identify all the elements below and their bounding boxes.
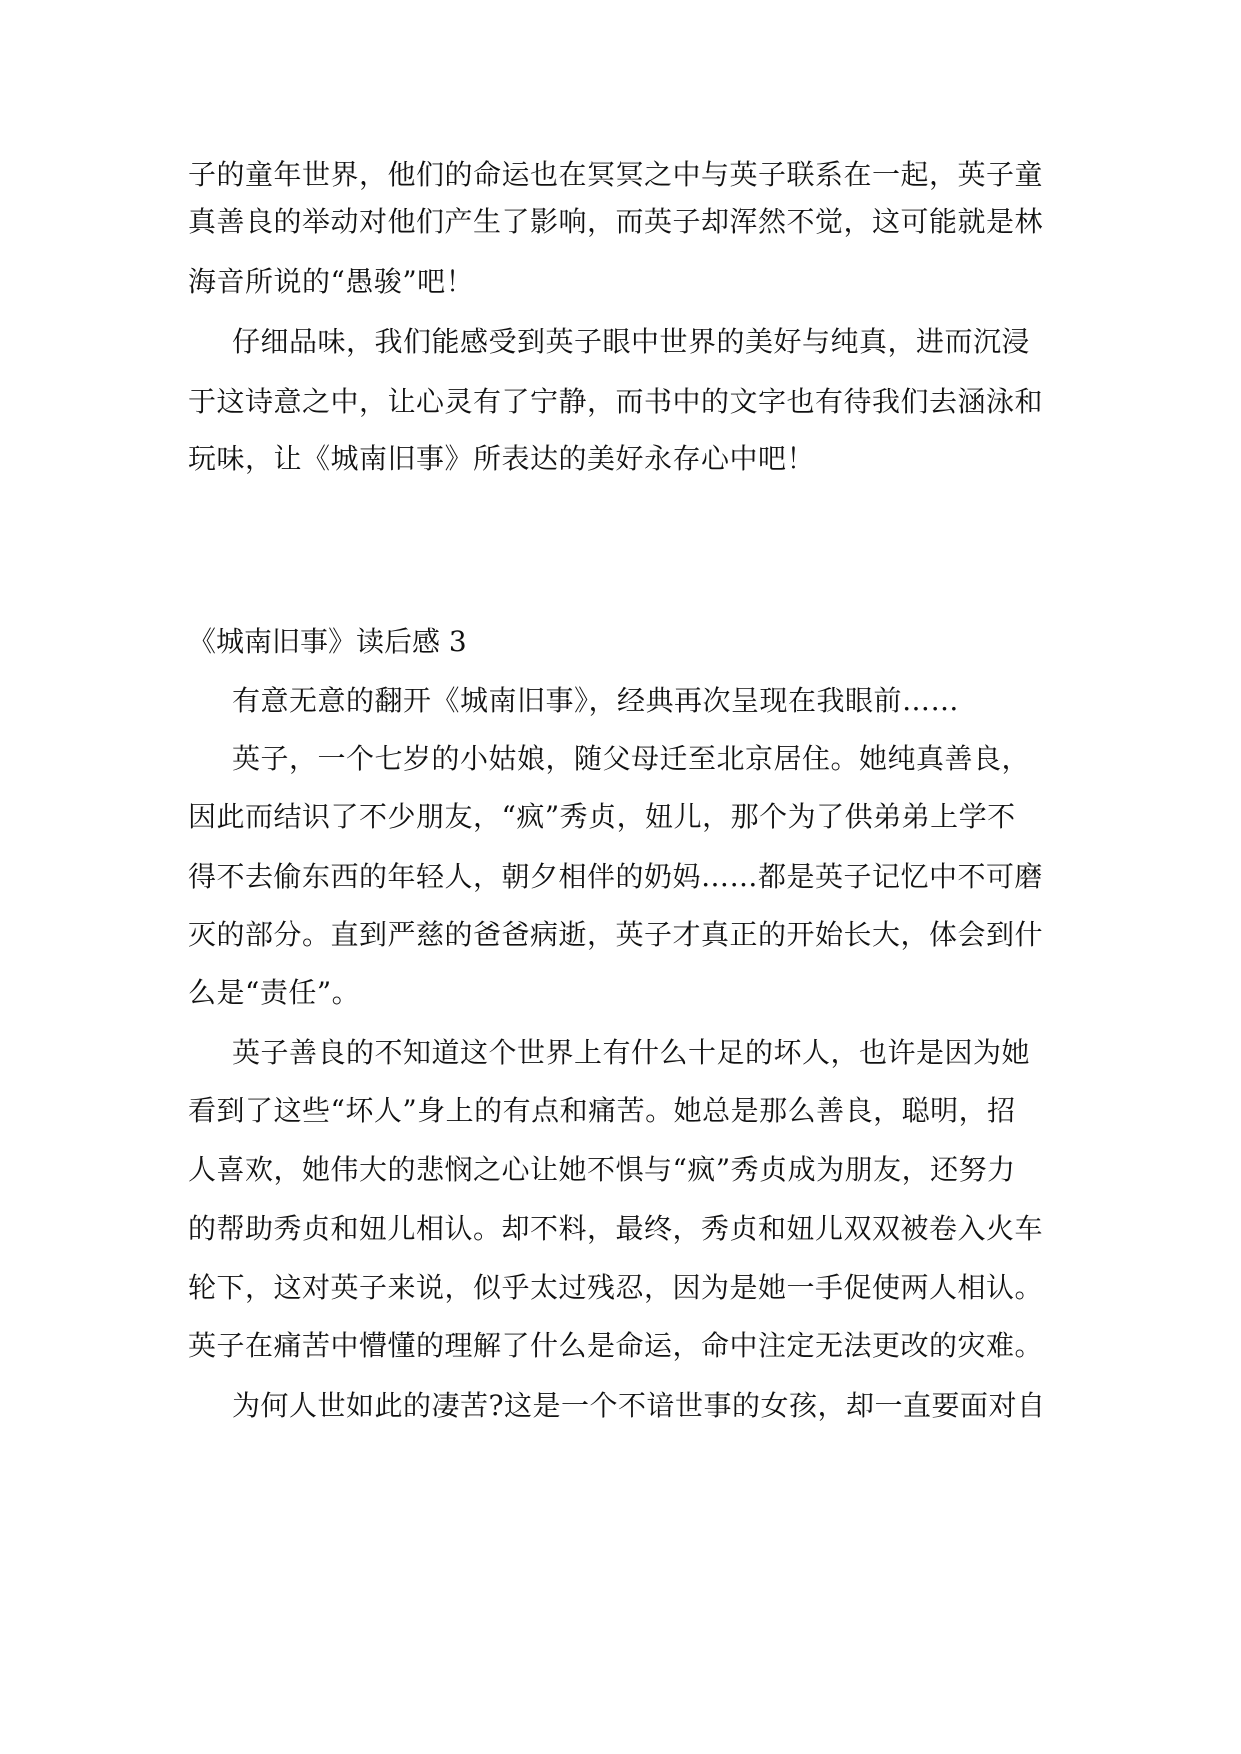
paragraph-line: 玩味，让《城南旧事》所表达的美好永存心中吧！ bbox=[188, 442, 816, 475]
section-title: 《城南旧事》读后感 3 bbox=[188, 625, 467, 658]
paragraph-line: 灭的部分。直到严慈的爸爸病逝，英子才真正的开始长大，体会到什 bbox=[188, 918, 1044, 951]
paragraph-line: 看到了这些“坏人”身上的有点和痛苦。她总是那么善良，聪明，招 bbox=[188, 1094, 1016, 1127]
paragraph-line: 英子在痛苦中懵懂的理解了什么是命运，命中注定无法更改的灾难。 bbox=[188, 1329, 1044, 1362]
paragraph-line: 仔细品味，我们能感受到英子眼中世界的美好与纯真，进而沉浸 bbox=[232, 325, 1031, 358]
paragraph-line: 于这诗意之中，让心灵有了宁静，而书中的文字也有待我们去涵泳和 bbox=[188, 385, 1044, 418]
paragraph-line: 轮下，这对英子来说，似乎太过残忍，因为是她一手促使两人相认。 bbox=[188, 1271, 1044, 1304]
paragraph-line: 英子善良的不知道这个世界上有什么十足的坏人，也许是因为她 bbox=[232, 1036, 1031, 1069]
paragraph-line: 人喜欢，她伟大的悲悯之心让她不惧与“疯”秀贞成为朋友，还努力 bbox=[188, 1153, 1016, 1186]
paragraph-line: 子的童年世界，他们的命运也在冥冥之中与英子联系在一起，英子童 bbox=[188, 158, 1044, 191]
paragraph-line: 么是“责任”。 bbox=[188, 976, 361, 1009]
paragraph-line: 海音所说的“愚骏”吧！ bbox=[188, 265, 475, 298]
paragraph-line: 有意无意的翻开《城南旧事》，经典再次呈现在我眼前…… bbox=[232, 684, 960, 717]
paragraph-line: 的帮助秀贞和妞儿相认。却不料，最终，秀贞和妞儿双双被卷入火车 bbox=[188, 1212, 1044, 1245]
paragraph-line: 为何人世如此的凄苦?这是一个不谙世事的女孩，却一直要面对自 bbox=[232, 1389, 1046, 1422]
paragraph-line: 因此而结识了不少朋友，“疯”秀贞，妞儿，那个为了供弟弟上学不 bbox=[188, 800, 1016, 833]
paragraph-line: 得不去偷东西的年轻人，朝夕相伴的奶妈……都是英子记忆中不可磨 bbox=[188, 860, 1044, 893]
paragraph-line: 英子，一个七岁的小姑娘，随父母迁至北京居住。她纯真善良， bbox=[232, 742, 1031, 775]
paragraph-line: 真善良的举动对他们产生了影响，而英子却浑然不觉，这可能就是林 bbox=[188, 205, 1044, 238]
